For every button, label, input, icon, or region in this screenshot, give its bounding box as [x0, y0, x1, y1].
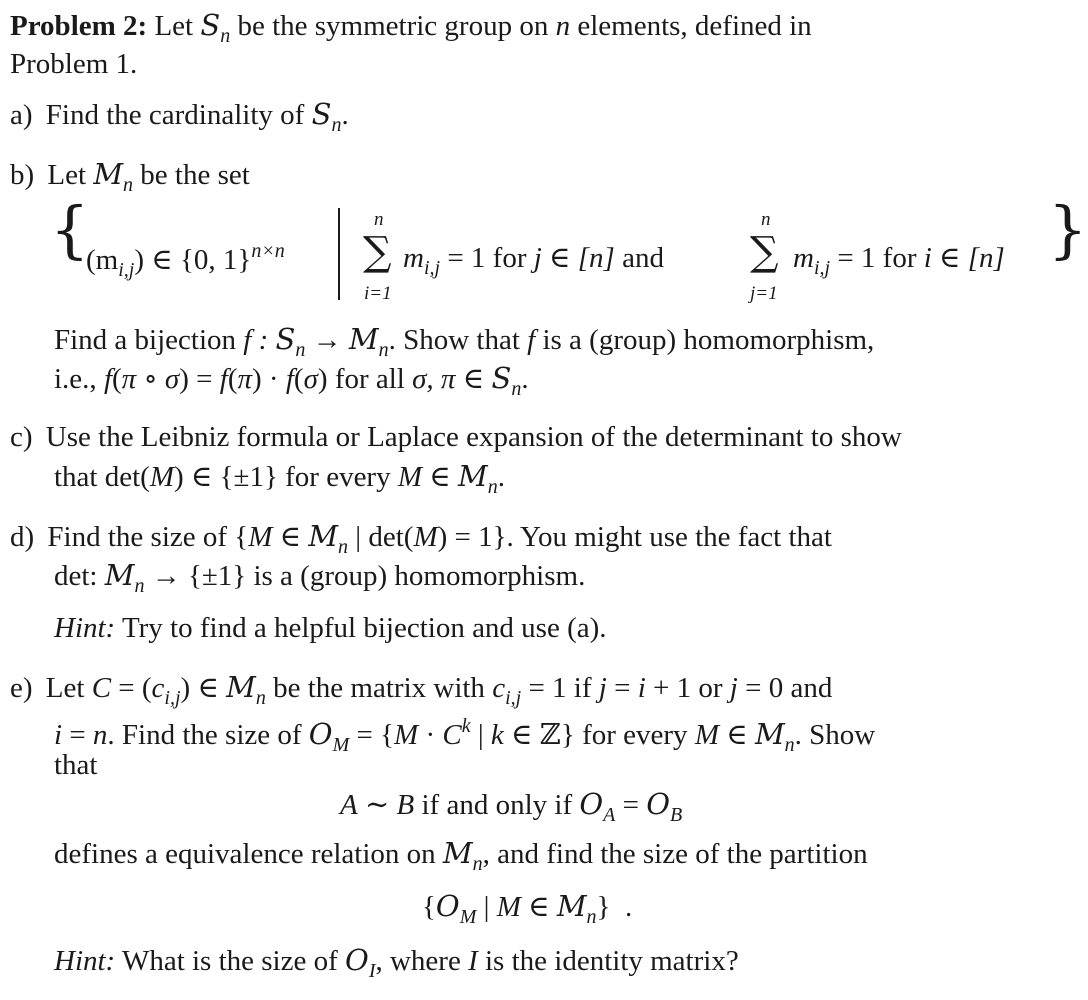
symbol-S: S — [200, 8, 221, 42]
symbol-M-sub: n — [338, 536, 349, 558]
part-b-homomorphism-text: is a (group) homomorphism, — [542, 324, 875, 356]
part-d-text-1a: Find the size of { — [47, 521, 249, 553]
symbol-M: M — [348, 322, 379, 356]
math-M: M — [397, 461, 423, 493]
symbol-O: O — [435, 889, 460, 923]
sum2-cond: i ∈ [n] — [923, 242, 1005, 274]
sum1-m-sub: i,j — [423, 257, 441, 279]
set-element — [86, 232, 285, 290]
part-c-line-1 — [10, 418, 902, 457]
symbol-n: n — [555, 10, 571, 42]
part-b-line-2: Find a bijection f : $S_n \to M_n$. Show that f is a (group) homomorphism, — [54, 322, 875, 361]
left-brace: { — [50, 193, 90, 266]
part-c-text-1: Use the Leibniz formula or Laplace expansion of the determinant to show — [45, 421, 902, 453]
part-b-line-3: i.e., f(π ∘ σ) = f(π) · f(σ) for all σ, π ∈ $S_n$. — [54, 361, 529, 400]
sum2-m-sub: i,j — [813, 257, 831, 279]
part-b-line-1 — [10, 155, 250, 205]
part-e-relation: A ∼ B if and only if $O_A = O_B$ — [340, 787, 683, 826]
part-b-bijection-text: Find a bijection — [54, 324, 237, 356]
math-M: M — [149, 461, 174, 493]
math-M: M — [248, 521, 273, 553]
sum2-top: n — [761, 209, 771, 230]
part-b-label: b) — [10, 159, 35, 191]
math-j-eq: j — [598, 672, 607, 704]
part-a: a) Find the cardinality of $S_n$. — [10, 97, 349, 136]
symbol-M-sub: n — [472, 853, 483, 875]
part-a-label: a) — [10, 99, 33, 131]
symbol-S: S — [275, 322, 296, 356]
math-j: j — [729, 672, 738, 704]
symbol-M-sub: n — [255, 687, 266, 709]
part-d-line-1: d) Find the size of {M ∈ $M_n$ | det(M) = 1}. You might use the fact that — [10, 519, 832, 558]
part-e-text-5a: defines a equivalence relation on — [54, 838, 436, 870]
part-b-show-text: Show that — [403, 324, 520, 356]
sum1-m: m — [403, 242, 424, 274]
part-e-line-2: i = n. Find the size of $O_M = \{M \cdot C^k$ | k ∈ ℤ} for every M ∈ $M_n$. Show — [54, 715, 876, 756]
math-C: C — [91, 672, 112, 704]
math-i-eq-n: i — [54, 719, 63, 751]
part-e-rel-text: if and only if — [421, 789, 573, 821]
sum1-bottom: i=1 — [364, 283, 392, 304]
part-d-text-1b: | det( — [355, 521, 414, 553]
symbol-M: M — [104, 558, 135, 592]
part-e-text-1e: = 0 and — [745, 672, 833, 704]
sum1-cond: j ∈ [n] — [533, 242, 615, 274]
set-elem-sub: i,j — [118, 259, 135, 281]
part-e-hint: Hint: What is the size of $O_I$, where I is the identity matrix? — [54, 943, 739, 982]
part-c-text-2a: that det( — [54, 461, 150, 493]
part-e-text-1b: be the matrix with — [273, 672, 485, 704]
part-e-hint-text: What is the size of — [121, 945, 338, 977]
part-c-line-2: that det(M) ∈ {±1} for every M ∈ $M_n$. — [54, 459, 505, 498]
part-d-hint-label: Hint: — [54, 612, 116, 644]
part-a-text: Find the cardinality of — [45, 99, 305, 131]
math-c-ij: c — [492, 672, 506, 704]
sum1-term — [403, 239, 664, 288]
and-word: and — [622, 242, 664, 274]
part-d-hint-text: Try to find a helpful bijection and use (a). — [121, 612, 607, 644]
part-d-text-2b: → {±1} is a (group) homomorphism. — [151, 560, 586, 592]
symbol-S-sub: n — [220, 25, 231, 47]
math-homomorphism-eq: f — [103, 363, 112, 395]
part-d-text-2a: det: — [54, 560, 98, 592]
part-d-text-1c: ) = 1}. You might use the fact that — [437, 521, 832, 553]
sum1-top: n — [374, 209, 384, 230]
part-e-hint-label: Hint: — [54, 945, 116, 977]
symbol-S: S — [491, 361, 512, 395]
part-d-line-2 — [54, 556, 585, 606]
part-d-label: d) — [10, 521, 35, 553]
set-elem-in: ) ∈ {0, 1} — [134, 244, 252, 276]
math-M: M — [413, 521, 438, 553]
part-e-text-5b: and find the size of the partition — [497, 838, 868, 870]
symbol-M: M — [226, 670, 256, 704]
symbol-M-sub: n — [123, 174, 134, 196]
sum2-sigma: ∑ — [750, 229, 779, 275]
part-e-line-3: that — [54, 749, 98, 781]
math-sigma-pi: σ, π — [412, 363, 456, 395]
part-e-text-2c: Show — [809, 719, 876, 751]
set-elem-sup: n×n — [251, 240, 285, 262]
symbol-O: O — [579, 787, 604, 821]
symbol-O: O — [345, 943, 369, 977]
sum2-term — [793, 239, 1005, 288]
sum1-sigma: ∑ — [363, 229, 392, 275]
sum2-m: m — [793, 242, 814, 274]
intro-line-2: Problem 1. — [10, 48, 138, 80]
part-e-hint-text-3: is the identity matrix? — [485, 945, 739, 977]
math-A: A — [340, 789, 358, 821]
symbol-M-sub: n — [784, 734, 795, 756]
symbol-O: O — [308, 717, 333, 751]
right-brace: } — [1048, 193, 1088, 266]
symbol-S: S — [311, 97, 332, 131]
part-b-text-1: Let — [47, 159, 87, 191]
part-e-partition: {$O_M$ | M ∈ $M_n$} . — [422, 889, 633, 928]
part-e-text-2a: Find the size of — [121, 719, 302, 751]
symbol-M: M — [93, 157, 124, 191]
set-elem-open: (m — [86, 244, 119, 276]
part-e-text-1c: = 1 if — [528, 672, 592, 704]
math-f: f — [527, 324, 536, 356]
intro-text-2: be the symmetric group on — [237, 10, 549, 42]
symbol-M: M — [308, 519, 339, 553]
symbol-S-sub: n — [511, 378, 522, 400]
math-I: I — [468, 945, 478, 977]
part-e-text-2b: for every — [582, 719, 688, 751]
intro-text-3: elements, defined in — [577, 10, 812, 42]
part-b-forall-text: for all — [334, 363, 405, 395]
intro-text-1: Let — [154, 10, 194, 42]
part-b-ie-text: i.e., — [54, 363, 97, 395]
math-f-map: f : — [243, 324, 269, 356]
symbol-M-sub: n — [134, 575, 145, 597]
part-e-text-1a: Let — [45, 672, 85, 704]
symbol-M-sub: n — [378, 339, 389, 361]
symbol-S-sub: n — [331, 114, 342, 136]
sum2-bottom: j=1 — [750, 283, 778, 304]
math-M: M — [694, 719, 719, 751]
part-e-line-1: e) Let $C = (c_{i,j})$ ∈ $M_n$ be the matrix with $c_{i,j} = 1$ if j = i + 1 or j = 0 and — [10, 670, 833, 709]
symbol-M: M — [457, 459, 488, 493]
problem-heading: Problem 2: — [10, 10, 148, 42]
symbol-M: M — [442, 836, 473, 870]
sum2-eq: = 1 for — [837, 242, 917, 274]
part-c-label: c) — [10, 421, 33, 453]
part-e-hint-text-2: where — [389, 945, 461, 977]
symbol-M-sub: n — [487, 476, 498, 498]
symbol-M: M — [754, 717, 785, 751]
part-c-text-2b: ) ∈ {±1} for every — [174, 461, 391, 493]
part-e-line-5: defines a equivalence relation on $M_n$, and find the size of the partition — [54, 836, 868, 875]
sum1-eq: = 1 for — [447, 242, 527, 274]
part-e-text-1d: or — [698, 672, 723, 704]
set-divider — [338, 208, 340, 300]
symbol-S-sub: n — [295, 339, 306, 361]
part-b-text-2: be the set — [140, 159, 250, 191]
part-d-hint — [54, 609, 607, 648]
part-e-label: e) — [10, 672, 33, 704]
